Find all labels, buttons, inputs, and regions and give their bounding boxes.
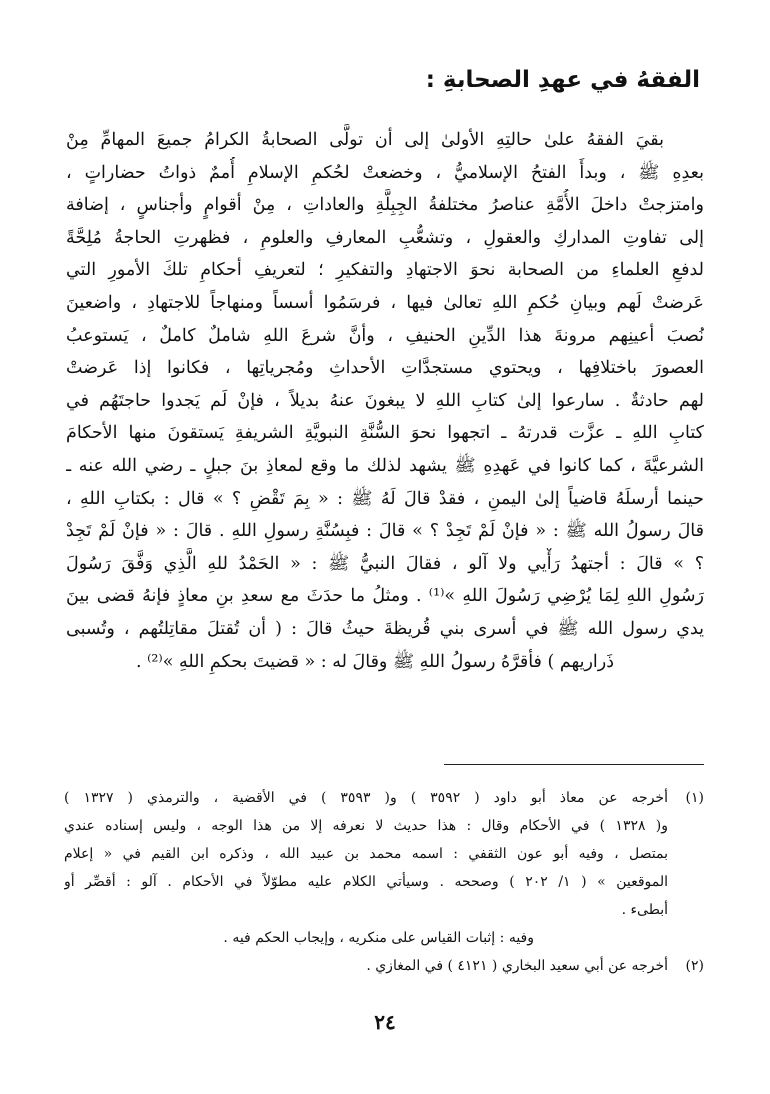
footnote-extra-line: وفيه : إثبات القياس على منكريه ، وإيجاب الحكم فيه . — [223, 930, 534, 946]
body-line: بقيَ الفقهُ علىٰ حالتِهِ الأولىٰ إلى أن تولَّى الصحابةُ الكرامُ جميعَ المهامِّ مِنْ — [66, 130, 664, 150]
body-line: ؟ » قالَ : أجتهدُ رَأْيي ولا آلو ، فقالَ النبيُّ ﷺ : « الحَمْدُ للهِ الَّذِي وَفَّقَ رَسُولَ — [66, 553, 704, 574]
body-line: لهم حادثةٌ . سارعوا إلىٰ كتابِ اللهِ لا يبغونَ عنهُ بديلاً ، فإنْ لَم يَجدوا حاجتَهُم في — [66, 390, 704, 411]
body-line: الشرعيَّةَ ، كما كانوا في عَهدِهِ ﷺ يشهد لذلك ما وقع لمعاذِ بنَ جبلٍ ـ رضي الله عنه ـ — [66, 455, 704, 476]
body-line: ذَراريهم ) فأقرَّهُ رسولُ اللهِ ﷺ وقالَ له : « قضيتَ بحكمِ اللهِ »⁽²⁾ . — [135, 651, 614, 672]
body-line: بعدِهِ ﷺ ، وبدأَ الفتحُ الإسلاميُّ ، وخضعتْ لحُكمِ الإسلامِ أُممٌ ذواتُ حضاراتٍ ، — [66, 162, 704, 183]
body-line: حينما أرسلَهُ قاضياً إلىٰ اليمنِ ، فقدْ قالَ لَهُ ﷺ : « بِمَ تَقْضِ ؟ » قال : بكتابِ اللهِ ، — [66, 488, 704, 509]
body-line: عَرضتْ لَهم وبيانِ حُكمِ اللهِ تعالىٰ فيها ، فرسَمُوا أسساً ومنهاجاً للاجتهادِ ، واضعينَ — [66, 292, 704, 313]
footnote-line: أخرجه عن معاذ أبو داود ( ٣٥٩٢ ) و( ٣٥٩٣ ) في الأقضية ، والترمذي ( ١٣٢٧ ) — [64, 790, 668, 806]
footnote-line: الموقعين » ( ١/ ٢٠٢ ) وصححه . وسيأتي الكلام عليه مطوّلاً في الأحكام . آلو : أقصِّر أو — [64, 874, 668, 890]
footnote-text — [64, 784, 668, 924]
body-line: كتابِ اللهِ ـ عزَّت قدرتهُ ـ اتجهوا نحوَ السُّنَّةِ النبويَّةِ الشريفةِ يَستقونَ منها الأحكامَ — [66, 423, 704, 444]
footnote-divider — [444, 764, 704, 765]
body-line: العصورَ باختلافِها ، ويحتوي مستجدَّاتِ الأحداثِ ومُجرياتِها ، فكانوا إذا عَرضتْ — [66, 358, 704, 379]
footnote-1 — [64, 784, 704, 924]
body-line: وامتزجتْ داخلَ الأُمَّةِ عناصرُ مختلفةُ الجِبِلَّةِ والعاداتِ ، مِنْ أقوامٍ وأجناسٍ ، إضافة — [66, 195, 704, 216]
body-line: نُصبَ أعينِهم مرونةَ هذا الدِّينِ الحنيفِ ، وأنَّ شرعَ اللهِ شاملٌ كاملٌ ، يَستوعبُ — [66, 325, 704, 346]
body-line: رَسُولِ اللهِ لِمَا يُرْضِي رَسُولَ اللهِ »⁽¹⁾ . ومثلُ ما حدَثَ مع سعدِ بنِ معاذٍ فإنهُ قضى بينَ — [66, 586, 704, 607]
body-line: قالَ رسولُ الله ﷺ : « فإنْ لَمْ تَجِدْ ؟ » قالَ : فبِسُنَّةِ رسولِ اللهِ . قالَ : « فإنْ لَمْ تَجِدْ — [66, 521, 704, 542]
footnote-line: أبطىء . — [621, 902, 668, 918]
body-line: يدي رسول الله ﷺ في أسرى بني قُريظةَ حيثُ قالَ : ( أن تُقتلَ مقاتِلتُهم ، وتُسبى — [66, 618, 704, 639]
footnotes — [64, 784, 704, 980]
body-line: لدفعِ العلماءِ من الصحابة نحوَ الاجتهادِ والتفكيرِ ؛ لتعريفِ أحكامِ تلكَ الأمورِ التي — [66, 260, 704, 281]
footnote-number: (١) — [685, 790, 704, 806]
footnote-text — [64, 952, 668, 980]
section-heading: الفقهُ في عهدِ الصحابةِ : — [425, 67, 700, 93]
footnote-number: (٢) — [685, 958, 704, 974]
footnote-2 — [64, 952, 704, 980]
footnote-line: و( ١٣٢٨ ) في الأحكام وقال : هذا حديث لا نعرفه إلا من هذا الوجه ، وليس إسناده عندي — [64, 818, 668, 834]
body-paragraph — [66, 124, 704, 678]
footnote-line: أخرجه عن أبي سعيد البخاري ( ٤١٢١ ) في المغازي . — [366, 958, 668, 974]
footnote-line: بمتصل ، وفيه أبو عون الثقفي : اسمه محمد بن عبيد الله ، وذكره ابن القيم في « إعلام — [64, 846, 668, 862]
page-number: ٢٤ — [374, 1010, 396, 1034]
body-line: إلى تفاوتِ المداركِ والعقولِ ، وتشعُّبِ المعارفِ والعلومِ ، فظهرتِ الحاجةُ مُلِحَّةً — [66, 227, 704, 248]
